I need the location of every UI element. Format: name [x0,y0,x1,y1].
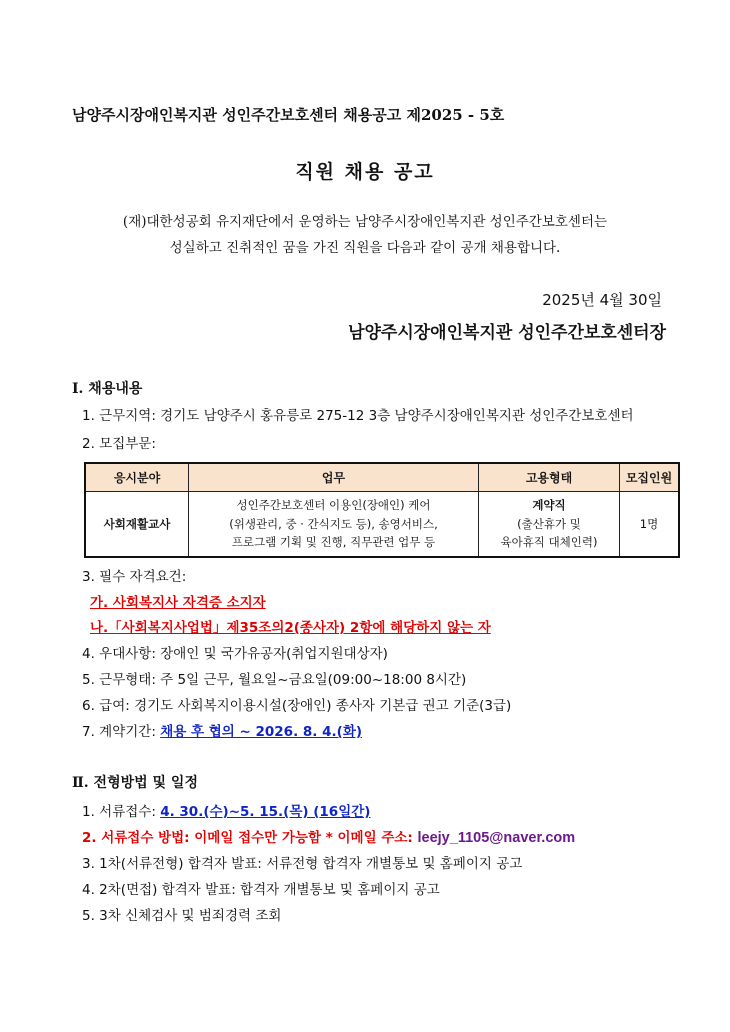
duty-line: 성인주간보호센터 이용인(장애인) 케어 [236,498,431,513]
third-round: 5. 3차 신체검사 및 범죄경력 조회 [82,908,282,924]
salary: 6. 급여: 경기도 사회복지이용시설(장애인) 종사자 기본급 권고 기준(3급) [82,698,512,714]
application-period-value: 4. 30.(수)~5. 15.(목) (16일간) [160,804,371,820]
contract-period-value: 채용 후 협의 ~ 2026. 8. 4.(화) [160,724,363,740]
table-header-row [85,463,679,492]
application-period [82,800,370,820]
duty-line: (위생관리, 중 · 간식지도 등), 송영서비스, [229,516,438,531]
cell-count: 1명 [620,492,680,558]
cell-employment-type [479,492,620,558]
recruit-category-label: 2. 모집부문: [82,436,156,452]
section-2-heading: Ⅱ. 전형방법 및 일정 [72,775,198,791]
notice-date: 2025년 4월 30일 [542,291,662,309]
contract-period-label: 7. 계약기간: [82,724,161,740]
col-employment-type: 고용형태 [479,463,620,492]
page-title: 직원 채용 공고 [295,161,435,183]
application-method-text: 2. 서류접수 방법: 이메일 접수만 가능함 * 이메일 주소: [82,830,418,846]
intro-line-1: (재)대한성공회 유지재단에서 운영하는 남양주시장애인복지관 성인주간보호센터는 [122,214,608,230]
preference: 4. 우대사항: 장애인 및 국가유공자(취업지원대상자) [82,646,388,662]
requirement-b: 나.「사회복지사업법」제35조의2(종사자) 2항에 해당하지 않는 자 [90,620,491,636]
second-round: 4. 2차(면접) 합격자 발표: 합격자 개별통보 및 홈페이지 공고 [82,882,440,898]
employment-note: (출산휴가 및 [517,516,581,531]
col-duties: 업무 [189,463,479,492]
section-1-heading: Ⅰ. 채용내용 [72,381,143,397]
intro-line-2: 성실하고 진취적인 꿈을 가진 직원을 다음과 같이 공개 채용합니다. [169,240,561,256]
signer: 남양주시장애인복지관 성인주간보호센터장 [348,323,666,343]
email-address[interactable]: leejy_1105@naver.com [417,830,576,846]
col-count: 모집인원 [620,463,680,492]
duty-line: 프로그램 기획 및 진행, 직무관련 업무 등 [231,535,436,550]
col-field: 응시분야 [85,463,189,492]
requirement-a: 가. 사회복지사 자격증 소지자 [90,595,266,611]
table-row [85,492,679,558]
notice-number: 남양주시장애인복지관 성인주간보호센터 채용공고 제2025 - 5호 [72,106,505,124]
cell-duties [189,492,479,558]
contract-period [82,720,362,740]
employment-note: 육아휴직 대체인력) [500,535,598,550]
cell-field: 사회재활교사 [85,492,189,558]
first-round: 3. 1차(서류전형) 합격자 발표: 서류전형 합격자 개별통보 및 홈페이지 공고 [82,856,523,872]
requirements-label: 3. 필수 자격요건: [82,569,187,585]
recruitment-table [84,462,680,558]
application-method [82,826,575,846]
application-period-label: 1. 서류접수: [82,804,161,820]
work-location: 1. 근무지역: 경기도 남양주시 홍유릉로 275-12 3층 남양주시장애인복지관 성인주간보호센터 [82,408,634,424]
work-schedule: 5. 근무형태: 주 5일 근무, 월요일~금요일(09:00~18:00 8시간) [82,672,467,688]
employment-type: 계약직 [532,498,566,513]
